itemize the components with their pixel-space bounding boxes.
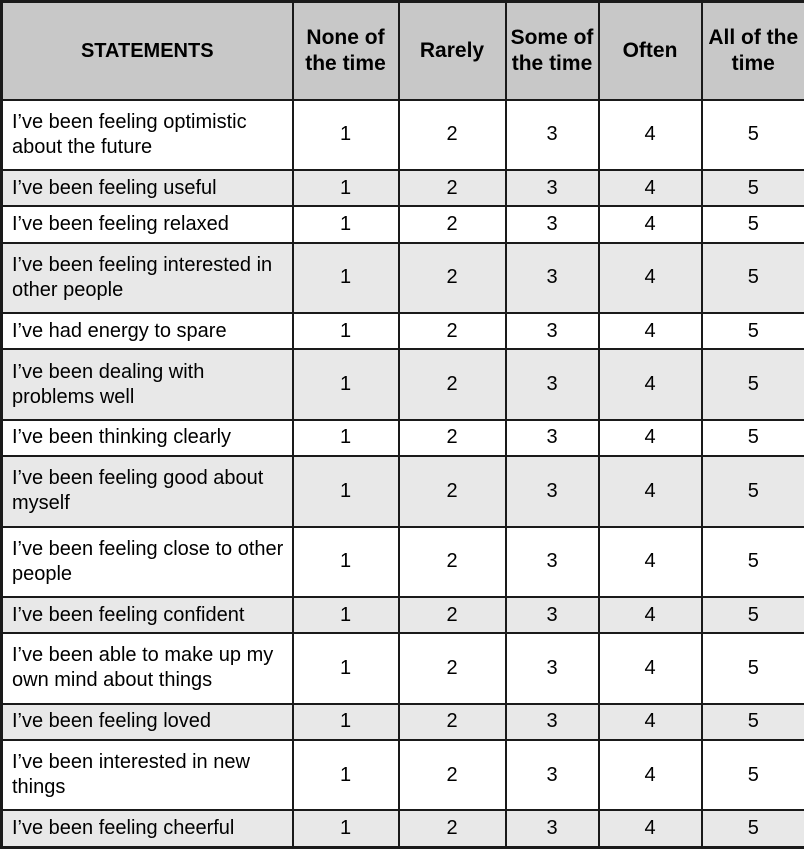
rating-cell[interactable]: 4: [599, 704, 702, 740]
rating-cell[interactable]: 5: [702, 100, 804, 170]
rating-cell[interactable]: 5: [702, 206, 804, 242]
rating-cell[interactable]: 5: [702, 810, 804, 847]
rating-cell[interactable]: 2: [399, 633, 506, 703]
header-option-label: Rarely: [419, 38, 485, 62]
rating-cell[interactable]: 1: [293, 100, 399, 170]
statement-cell: I’ve been feeling good about myself: [2, 456, 293, 526]
statement-cell: I’ve been feeling useful: [2, 170, 293, 206]
rating-cell[interactable]: 2: [399, 100, 506, 170]
rating-cell[interactable]: 3: [506, 740, 599, 810]
statement-cell: I’ve been thinking clearly: [2, 420, 293, 456]
rating-cell[interactable]: 3: [506, 349, 599, 419]
rating-cell[interactable]: 4: [599, 313, 702, 349]
table-row: [2, 633, 804, 703]
rating-cell[interactable]: 2: [399, 810, 506, 847]
rating-cell[interactable]: 2: [399, 313, 506, 349]
rating-cell[interactable]: 3: [506, 810, 599, 847]
rating-cell[interactable]: 4: [599, 100, 702, 170]
rating-cell[interactable]: 1: [293, 349, 399, 419]
rating-cell[interactable]: 5: [702, 597, 804, 633]
rating-cell[interactable]: 2: [399, 597, 506, 633]
rating-cell[interactable]: 3: [506, 206, 599, 242]
statement-cell: I’ve been able to make up my own mind about things: [2, 633, 293, 703]
statement-cell: I’ve been feeling interested in other people: [2, 243, 293, 313]
rating-cell[interactable]: 3: [506, 243, 599, 313]
rating-cell[interactable]: 2: [399, 527, 506, 597]
rating-cell[interactable]: 3: [506, 597, 599, 633]
rating-cell[interactable]: 1: [293, 704, 399, 740]
header-option-label: All of the time: [708, 25, 799, 75]
header-option-label: None of the time: [305, 25, 386, 75]
rating-cell[interactable]: 5: [702, 527, 804, 597]
rating-cell[interactable]: 5: [702, 349, 804, 419]
rating-cell[interactable]: 3: [506, 456, 599, 526]
rating-cell[interactable]: 5: [702, 420, 804, 456]
header-row: [2, 2, 804, 100]
statement-cell: I’ve been feeling cheerful: [2, 810, 293, 847]
rating-cell[interactable]: 4: [599, 456, 702, 526]
rating-cell[interactable]: 4: [599, 243, 702, 313]
header-option: [599, 2, 702, 100]
table-row: [2, 810, 804, 847]
statement-cell: I’ve been interested in new things: [2, 740, 293, 810]
rating-cell[interactable]: 2: [399, 170, 506, 206]
rating-cell[interactable]: 2: [399, 349, 506, 419]
table-row: [2, 597, 804, 633]
rating-cell[interactable]: 1: [293, 313, 399, 349]
header-option: [506, 2, 599, 100]
statement-cell: I’ve been feeling relaxed: [2, 206, 293, 242]
rating-cell[interactable]: 3: [506, 527, 599, 597]
rating-cell[interactable]: 3: [506, 313, 599, 349]
rating-cell[interactable]: 5: [702, 243, 804, 313]
rating-cell[interactable]: 1: [293, 206, 399, 242]
statement-cell: I’ve been feeling optimistic about the future: [2, 100, 293, 170]
table-row: [2, 243, 804, 313]
rating-cell[interactable]: 2: [399, 456, 506, 526]
rating-cell[interactable]: 1: [293, 527, 399, 597]
header-option: [702, 2, 804, 100]
rating-cell[interactable]: 3: [506, 420, 599, 456]
rating-cell[interactable]: 5: [702, 170, 804, 206]
rating-cell[interactable]: 1: [293, 420, 399, 456]
header-option: [399, 2, 506, 100]
table-row: [2, 456, 804, 526]
rating-cell[interactable]: 4: [599, 206, 702, 242]
statement-cell: I’ve been dealing with problems well: [2, 349, 293, 419]
header-statements: STATEMENTS: [2, 2, 293, 100]
rating-cell[interactable]: 5: [702, 740, 804, 810]
rating-cell[interactable]: 5: [702, 704, 804, 740]
rating-cell[interactable]: 1: [293, 456, 399, 526]
table-row: [2, 313, 804, 349]
statement-cell: I’ve been feeling loved: [2, 704, 293, 740]
rating-cell[interactable]: 2: [399, 740, 506, 810]
rating-cell[interactable]: 5: [702, 633, 804, 703]
rating-cell[interactable]: 5: [702, 313, 804, 349]
rating-cell[interactable]: 1: [293, 633, 399, 703]
table-row: [2, 100, 804, 170]
table-row: [2, 740, 804, 810]
rating-cell[interactable]: 4: [599, 810, 702, 847]
rating-cell[interactable]: 4: [599, 349, 702, 419]
rating-cell[interactable]: 1: [293, 243, 399, 313]
rating-cell[interactable]: 2: [399, 206, 506, 242]
rating-cell[interactable]: 1: [293, 810, 399, 847]
rating-cell[interactable]: 3: [506, 633, 599, 703]
header-option-label: Often: [622, 38, 678, 62]
rating-cell[interactable]: 5: [702, 456, 804, 526]
table-body: [2, 100, 804, 848]
rating-cell[interactable]: 4: [599, 633, 702, 703]
rating-cell[interactable]: 4: [599, 740, 702, 810]
rating-cell[interactable]: 2: [399, 420, 506, 456]
header-option-label: Some of the time: [510, 25, 594, 75]
rating-cell[interactable]: 3: [506, 170, 599, 206]
rating-cell[interactable]: 2: [399, 243, 506, 313]
rating-cell[interactable]: 3: [506, 100, 599, 170]
statement-cell: I’ve had energy to spare: [2, 313, 293, 349]
statement-cell: I’ve been feeling close to other people: [2, 527, 293, 597]
table-row: [2, 527, 804, 597]
rating-cell[interactable]: 4: [599, 420, 702, 456]
table-row: [2, 704, 804, 740]
rating-cell[interactable]: 3: [506, 704, 599, 740]
rating-cell[interactable]: 4: [599, 597, 702, 633]
rating-cell[interactable]: 1: [293, 740, 399, 810]
rating-cell[interactable]: 2: [399, 704, 506, 740]
table-row: [2, 420, 804, 456]
rating-cell[interactable]: 1: [293, 170, 399, 206]
rating-cell[interactable]: 4: [599, 527, 702, 597]
table-row: [2, 349, 804, 419]
rating-cell[interactable]: 1: [293, 597, 399, 633]
statement-cell: I’ve been feeling confident: [2, 597, 293, 633]
header-option: [293, 2, 399, 100]
rating-cell[interactable]: 4: [599, 170, 702, 206]
table-row: [2, 206, 804, 242]
table-row: [2, 170, 804, 206]
